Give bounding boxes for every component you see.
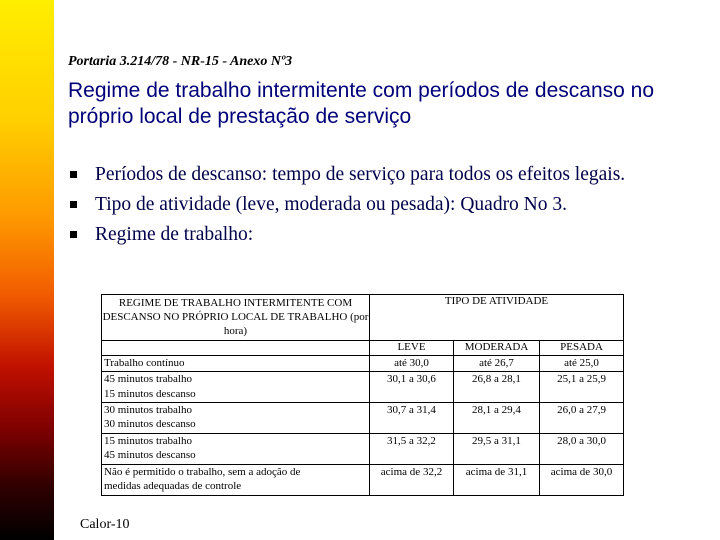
slide-title: Regime de trabalho intermitente com períodos de descanso no próprio local de prestação de serviço: [68, 79, 655, 128]
table-row: [102, 372, 624, 403]
value-cell: até 25,0: [540, 356, 624, 372]
bullet-item: Períodos de descanso: tempo de serviço para todos os efeitos legais.: [68, 163, 716, 187]
column-header-moderada: MODERADA: [454, 341, 540, 356]
table-row: [102, 433, 624, 464]
column-header-leve: LEVE: [370, 341, 454, 356]
bullet-item: Regime de trabalho:: [68, 223, 716, 247]
regime-cell: 45 minutos trabalho 15 minutos descanso: [102, 372, 370, 403]
slide-footer: Calor-10: [80, 517, 130, 532]
regime-cell: 15 minutos trabalho 45 minutos descanso: [102, 433, 370, 464]
value-cell: 28,1 a 29,4: [454, 402, 540, 433]
column-header-pesada: PESADA: [540, 341, 624, 356]
regime-cell: Não é permitido o trabalho, sem a adoção de medidas adequadas de controle: [102, 464, 370, 495]
value-cell: 28,0 a 30,0: [540, 433, 624, 464]
table-header-spacer: [102, 341, 370, 356]
value-cell: 31,5 a 32,2: [370, 433, 454, 464]
value-cell: acima de 30,0: [540, 464, 624, 495]
bullet-item: Tipo de atividade (leve, moderada ou pesada): Quadro No 3.: [68, 193, 716, 217]
table-row: [102, 356, 624, 372]
value-cell: 26,8 a 28,1: [454, 372, 540, 403]
value-cell: até 26,7: [454, 356, 540, 372]
table-row: [102, 464, 624, 495]
value-cell: 30,1 a 30,6: [370, 372, 454, 403]
square-bullet-icon: [70, 171, 77, 178]
value-cell: até 30,0: [370, 356, 454, 372]
value-cell: 29,5 a 31,1: [454, 433, 540, 464]
regime-cell: Trabalho contínuo: [102, 356, 370, 372]
bullet-list: [68, 163, 716, 253]
subtitle: Portaria 3.214/78 - NR-15 - Anexo Nº3: [68, 54, 293, 69]
regime-cell: 30 minutos trabalho 30 minutos descanso: [102, 402, 370, 433]
table-row: [102, 402, 624, 433]
value-cell: 25,1 a 25,9: [540, 372, 624, 403]
value-cell: acima de 32,2: [370, 464, 454, 495]
square-bullet-icon: [70, 231, 77, 238]
value-cell: 26,0 a 27,9: [540, 402, 624, 433]
work-regime-table: [101, 294, 624, 496]
table-header-regime: REGIME DE TRABALHO INTERMITENTE COM DESCANSO NO PRÓPRIO LOCAL DE TRABALHO (por hora): [102, 295, 370, 341]
decorative-gradient-bar: [0, 0, 54, 540]
value-cell: acima de 31,1: [454, 464, 540, 495]
value-cell: 30,7 a 31,4: [370, 402, 454, 433]
table-header-activity-type: TIPO DE ATIVIDADE: [370, 295, 624, 341]
square-bullet-icon: [70, 201, 77, 208]
